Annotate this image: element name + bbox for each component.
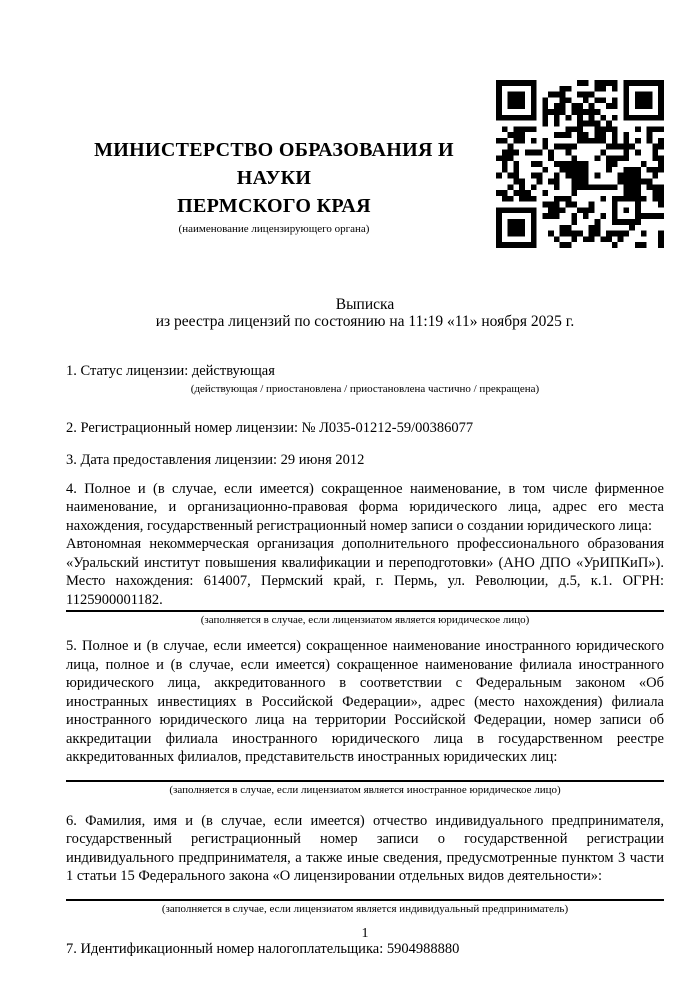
entrepreneur-text: 6. Фамилия, имя и (в случае, если имеется) отчество индивидуального предпринимателя, государственный регистрационный номер записи о государственной регистрации индивидуального предпринимателя, а также иные сведения, предусмотренные пунктом 3 части 1 статьи 15 Федерального закона «О лицензировании отдельных видов деятельности»: [66,812,664,884]
ministry-caption: (наименование лицензирующего органа) [178,223,370,235]
foreign-entity-text: 5. Полное и (в случае, если имеется) сокращенное наименование иностранного юридического лица, полное и (в случае, если имеется) сокращенное наименование филиала иностранного юридического лица, аккредитованного в соответствии с Федеральным законом «Об иностранных инвестициях в Российской Федерации», адрес (место нахождения) филиала иностранного юридического лица на территории Российской Федерации, номер записи об аккредитации филиала иностранного юридического лица в государственном реестре аккредитованных филиалов, представительств иностранных юридических лиц: [66,638,664,765]
license-status-text: 1. Статус лицензии: действующая [66,363,275,379]
foreign-entity-note: (заполняется в случае, если лицензиатом является иностранное юридическое лицо) [169,783,561,796]
license-date-text: 3. Дата предоставления лицензии: 29 июня 2012 [66,452,365,468]
legal-entity-value: Автономная некоммерческая организация дополнительного профессионального образования «Уральский институт повышения квалификации и переподготовки» (АНО ДПО «УрИПКиП»). Место нахождения: 614007, Пермский край, г. Пермь, ул. Революции, д.5, к.1. ОГРН: 1125900001182. [66,536,664,608]
fill-line [66,899,664,901]
legal-entity-text: 4. Полное и (в случае, если имеется) сокращенное наименование, в том числе фирменное наименование, и организационно-правовая форма юридического лица, адрес его места нахождения, государственный регистрационный номер записи о создании юридического лица: [66,480,664,534]
document-header [66,0,664,248]
item-legal-entity [66,480,664,628]
fill-line [66,610,664,612]
item-license-status [66,362,664,396]
licensing-authority-block [66,80,496,236]
fill-line [66,780,664,782]
ministry-name-line1: МИНИСТЕРСТВО ОБРАЗОВАНИЯ И НАУКИ [94,139,454,189]
license-status-note: (действующая / приостановлена / приостановлена частично / прекращена) [190,382,540,395]
item-registration-number [66,419,664,438]
document-title-line2: из реестра лицензий по состоянию на 11:19 «11» ноября 2025 г. [155,313,575,330]
item-license-date [66,451,664,470]
legal-entity-note: (заполняется в случае, если лицензиатом является юридическое лицо) [200,614,530,626]
item-taxpayer-number [66,940,664,959]
ministry-name-line2: ПЕРМСКОГО КРАЯ [177,195,371,217]
page-number: 1 [361,926,369,941]
taxpayer-number-text: 7. Идентификационный номер налогоплательщика: 5904988880 [66,940,460,957]
item-foreign-entity [66,637,664,797]
item-individual-entrepreneur [66,812,664,916]
qr-code-icon [496,80,664,248]
document-title [66,296,664,330]
registration-number-text: 2. Регистрационный номер лицензии: № Л035-01212-59/00386077 [66,419,474,436]
document-title-line1: Выписка [335,296,395,313]
entrepreneur-note: (заполняется в случае, если лицензиатом является индивидуальный предприниматель) [161,902,569,915]
